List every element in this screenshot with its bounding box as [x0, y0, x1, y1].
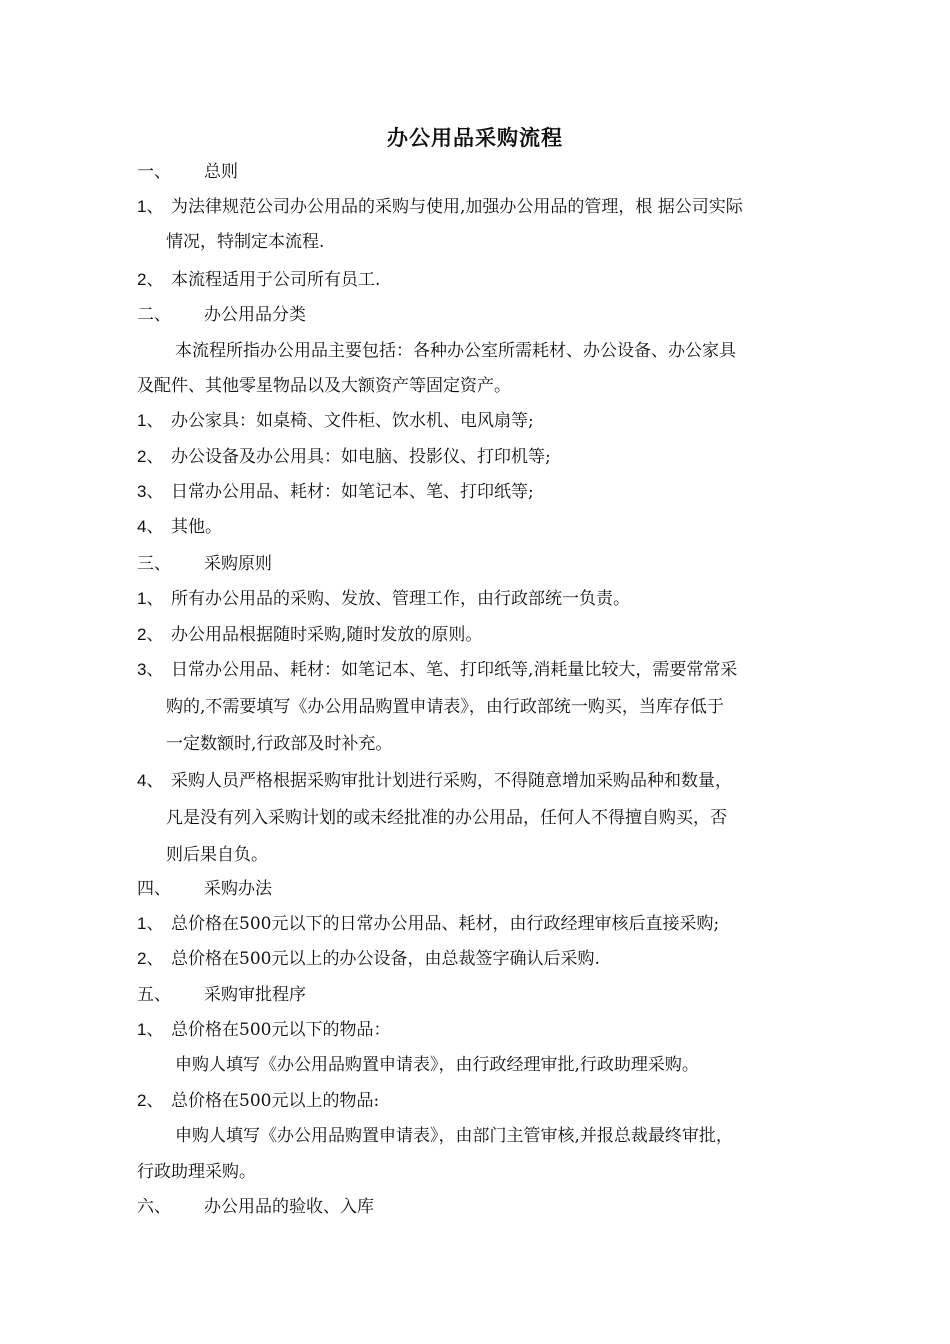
item-text: 所有办公用品的采购、发放、管理工作，由行政部统一负责。 — [171, 589, 630, 609]
section-title: 总则 — [204, 162, 238, 182]
item-text: 日常办公用品、耗材：如笔记本、笔、打印纸等; — [171, 482, 534, 502]
section-heading — [137, 984, 827, 1006]
list-item — [137, 659, 827, 681]
item-text: 总价格在500元以上的物品: — [171, 1091, 380, 1111]
section-title: 采购审批程序 — [204, 985, 306, 1005]
list-item — [137, 624, 827, 646]
list-item — [137, 948, 827, 970]
section-number: 二、 — [137, 305, 171, 325]
list-item — [137, 410, 827, 432]
section-number: 六、 — [137, 1197, 171, 1217]
item-text: 办公用品根据随时采购,随时发放的原则。 — [171, 625, 483, 645]
paragraph-line: 申购人填写《办公用品购置申请表》，由部门主管审核,并报总裁最终审批， — [175, 1126, 733, 1146]
section-heading — [137, 1196, 827, 1218]
section-title: 办公用品分类 — [204, 305, 306, 325]
item-number: 1、 — [137, 197, 164, 216]
item-number: 1、 — [137, 1020, 164, 1039]
list-item — [137, 588, 827, 610]
section-number: 四、 — [137, 879, 171, 899]
list-item — [137, 770, 827, 792]
item-number: 1、 — [137, 589, 164, 608]
list-item — [137, 913, 827, 935]
item-text: 日常办公用品、耗材：如笔记本、笔、打印纸等,消耗量比较大，需要常常采 — [171, 660, 738, 680]
list-item — [137, 269, 827, 291]
section-number: 三、 — [137, 554, 171, 574]
item-continuation: 购的,不需要填写《办公用品购置申请表》，由行政部统一购买，当库存低于 — [166, 697, 724, 717]
item-text: 总价格在500元以下的物品： — [171, 1020, 391, 1040]
item-continuation: 一定数额时,行政部及时补充。 — [166, 734, 393, 754]
section-heading — [137, 304, 827, 326]
item-text: 总价格在500元以下的日常办公用品、耗材，由行政经理审核后直接采购; — [171, 914, 720, 934]
item-number: 2、 — [137, 949, 164, 968]
item-number: 2、 — [137, 1091, 164, 1110]
list-item — [137, 196, 827, 218]
item-text: 为法律规范公司办公用品的采购与使用,加强办公用品的管理，根 据公司实际 — [171, 197, 743, 217]
paragraph-line: 及配件、其他零星物品以及大额资产等固定资产。 — [137, 376, 511, 396]
section-title: 采购办法 — [204, 879, 272, 899]
item-number: 2、 — [137, 447, 164, 466]
item-text: 办公设备及办公用具：如电脑、投影仪、打印机等; — [171, 447, 551, 467]
item-text: 总价格在500元以上的办公设备，由总裁签字确认后采购. — [171, 949, 600, 969]
section-number: 五、 — [137, 985, 171, 1005]
section-number: 一、 — [137, 162, 171, 182]
section-title: 采购原则 — [204, 554, 272, 574]
list-item — [137, 481, 827, 503]
list-item — [137, 1090, 827, 1112]
item-text: 办公家具：如桌椅、文件柜、饮水机、电风扇等; — [171, 411, 534, 431]
item-continuation: 则后果自负。 — [166, 845, 268, 865]
document-title: 办公用品采购流程 — [387, 126, 563, 150]
item-text: 其他。 — [171, 517, 222, 537]
list-item — [137, 1019, 827, 1041]
item-continuation: 凡是没有列入采购计划的或未经批准的办公用品，任何人不得擅自购买，否 — [166, 808, 727, 828]
item-number: 3、 — [137, 482, 164, 501]
section-heading — [137, 553, 827, 575]
item-continuation: 情况，特制定本流程. — [166, 232, 325, 252]
section-heading — [137, 878, 827, 900]
list-item — [137, 446, 827, 468]
item-text: 采购人员严格根据采购审批计划进行采购，不得随意增加采购品种和数量， — [171, 771, 732, 791]
paragraph-line: 申购人填写《办公用品购置申请表》，由行政经理审批,行政助理采购。 — [175, 1055, 699, 1075]
item-number: 3、 — [137, 660, 164, 679]
list-item — [137, 516, 827, 538]
section-heading — [137, 161, 827, 183]
item-number: 4、 — [137, 517, 164, 536]
item-number: 2、 — [137, 270, 164, 289]
item-number: 4、 — [137, 771, 164, 790]
paragraph-line: 行政助理采购。 — [137, 1162, 256, 1182]
section-title: 办公用品的验收、入库 — [204, 1197, 374, 1217]
item-number: 1、 — [137, 411, 164, 430]
item-text: 本流程适用于公司所有员工. — [171, 270, 381, 290]
item-number: 1、 — [137, 914, 164, 933]
item-number: 2、 — [137, 625, 164, 644]
paragraph-line: 本流程所指办公用品主要包括：各种办公室所需耗材、办公设备、办公家具 — [175, 341, 736, 361]
